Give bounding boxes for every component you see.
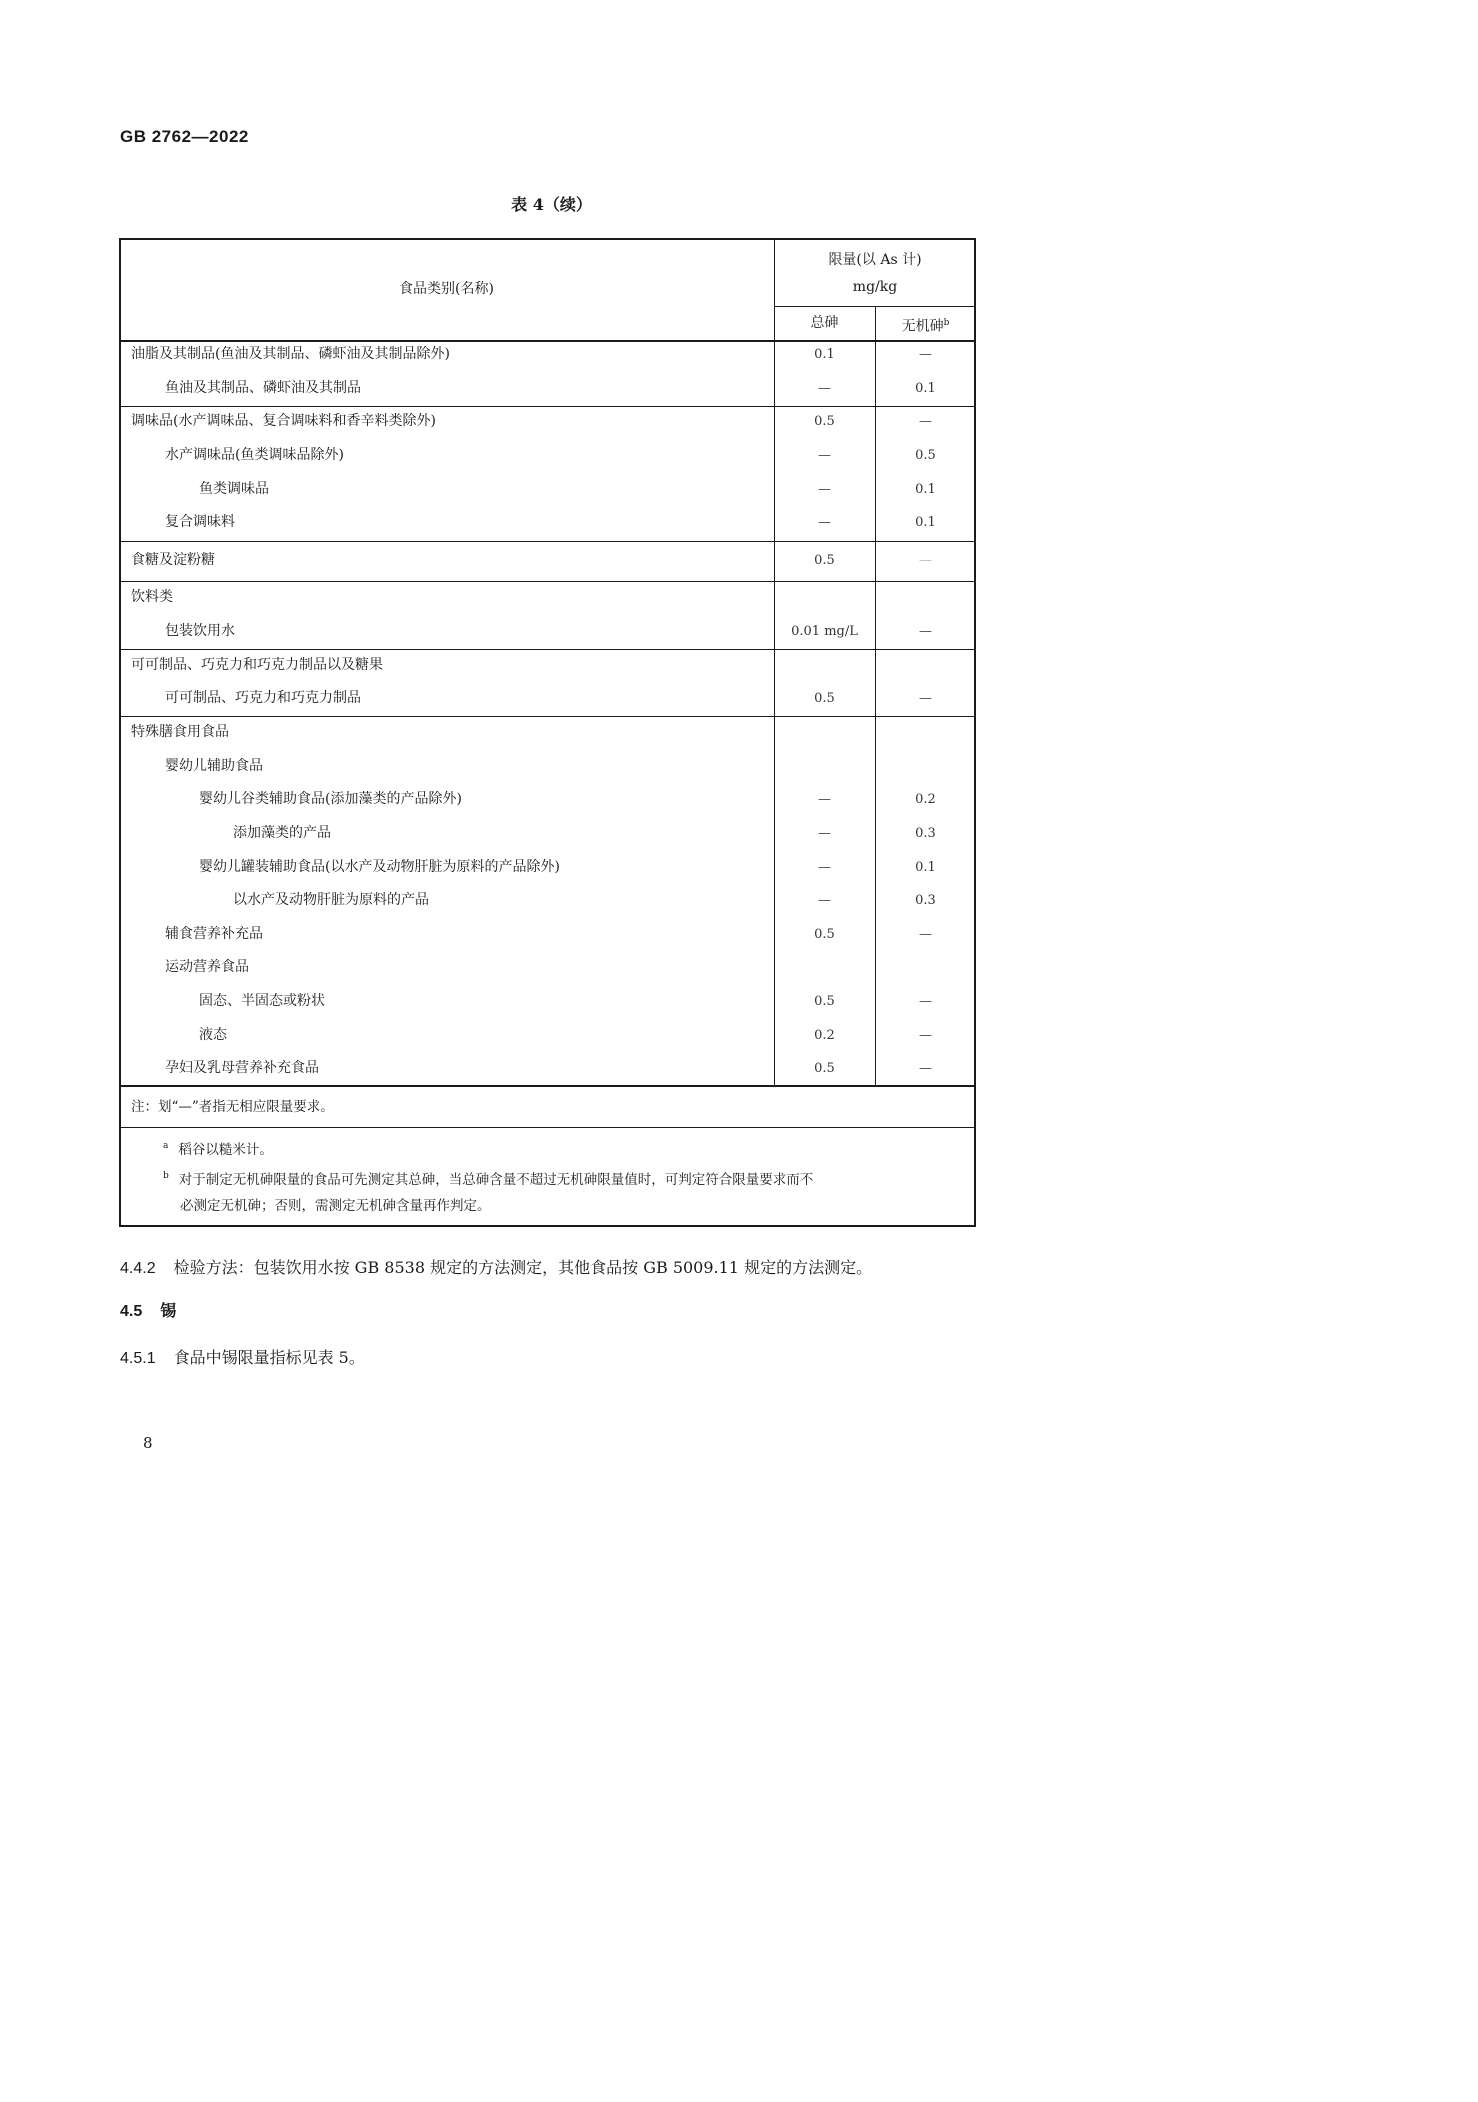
category-name: 饮料类 [131,589,173,605]
limit-unit-header: mg/kg [852,279,898,295]
page-number: 8 [143,1434,153,1452]
category-name: 固态、半固态或粉状 [199,993,325,1009]
category-name: 油脂及其制品(鱼油及其制品、磷虾油及其制品除外) [131,346,450,362]
total-arsenic-value: — [818,860,831,875]
category-name: 食糖及淀粉糖 [131,552,215,568]
category-name: 水产调味品(鱼类调味品除外) [165,447,344,463]
category-name: 可可制品、巧克力和巧克力制品 [165,690,361,706]
inorganic-arsenic-value: — [919,347,932,362]
group-rule [119,649,976,650]
total-arsenic-value: 0.1 [814,347,835,362]
category-name: 可可制品、巧克力和巧克力制品以及糖果 [131,657,383,673]
category-name: 添加藻类的产品 [233,825,331,841]
category-name: 以水产及动物肝脏为原料的产品 [233,892,429,908]
footnote-continuation: 必测定无机砷；否则，需测定无机砷含量再作判定。 [180,1198,491,1214]
category-name: 液态 [199,1027,227,1043]
inorganic-arsenic-value: — [919,1028,932,1043]
category-name: 特殊膳食用食品 [131,724,229,740]
category-name: 运动营养食品 [165,959,249,975]
total-arsenic-value: 0.01 mg/L [791,624,858,639]
category-column-header: 食品类别(名称) [399,281,494,297]
inorganic-arsenic-value: 0.1 [915,482,936,497]
category-name: 包装饮用水 [165,623,235,639]
group-rule [119,581,976,582]
total-arsenic-value: 0.5 [814,1061,835,1076]
total-arsenic-value: — [818,515,831,530]
category-name: 调味品(水产调味品、复合调味料和香辛料类除外) [131,413,436,429]
inorganic-arsenic-value: — [919,994,932,1009]
footnote: $^a$ 稻谷以糙米计。 [163,1141,273,1158]
note-rule [119,1127,976,1128]
inorganic-arsenic-value: — [919,1061,932,1076]
category-name: 辅食营养补充品 [165,926,263,942]
total-arsenic-value: — [818,893,831,908]
inorganic-arsenic-header: 无机砷$^b$ [901,318,950,335]
category-name: 复合调味料 [165,514,235,530]
category-name: 婴幼儿罐装辅助食品(以水产及动物肝脏为原料的产品除外) [199,859,560,875]
inorganic-arsenic-value: — [919,414,932,429]
total-arsenic-value: 0.5 [814,414,835,429]
total-arsenic-value: 0.2 [814,1028,835,1043]
table-note: 注：划“—”者指无相应限量要求。 [131,1099,334,1115]
total-arsenic-value: — [818,482,831,497]
total-arsenic-value: 0.5 [814,691,835,706]
category-name: 鱼油及其制品、磷虾油及其制品 [165,380,361,396]
footnote: $^b$ 对于制定无机砷限量的食品可先测定其总砷，当总砷含量不超过无机砷限量值时，可判定符合限量要求而不 [163,1171,814,1188]
body-bottom-rule [119,1085,976,1087]
inorganic-arsenic-value: — [919,691,932,706]
total-arsenic-value: — [818,792,831,807]
category-name: 孕妇及乳母营养补充食品 [165,1060,319,1076]
inorganic-arsenic-value: — [919,624,932,639]
total-arsenic-value: 0.5 [814,994,835,1009]
total-arsenic-value: 0.5 [814,927,835,942]
group-rule [119,406,976,407]
total-arsenic-header: 总砷 [810,315,839,331]
inorganic-arsenic-value: 0.3 [915,826,936,841]
section-4-4-2: 4.4.2 检验方法：包装饮用水按 GB 8538 规定的方法测定，其他食品按 GB 5009.11 规定的方法测定。 [120,1258,873,1277]
header-bottom-rule [119,340,976,342]
section-4-5-1: 4.5.1 食品中锡限量指标见表 5。 [120,1348,365,1367]
limit-column-header: 限量(以 As 计) [828,252,922,268]
total-arsenic-value: — [818,448,831,463]
total-arsenic-value: 0.5 [814,553,835,568]
inorganic-arsenic-value: 0.3 [915,893,936,908]
inorganic-arsenic-value: 0.5 [915,448,936,463]
inorganic-arsenic-value: — [919,927,932,942]
inorganic-arsenic-value: 0.1 [915,381,936,396]
category-name: 鱼类调味品 [199,481,269,497]
inorganic-arsenic-value: 0.1 [915,515,936,530]
total-arsenic-value: — [818,826,831,841]
inorganic-arsenic-value: 0.2 [915,792,936,807]
total-arsenic-value: — [818,381,831,396]
inorganic-arsenic-value: 0.1 [915,860,936,875]
category-name: 婴幼儿辅助食品 [165,758,263,774]
group-rule [119,716,976,717]
column-divider [774,238,775,1086]
category-name: 婴幼儿谷类辅助食品(添加藻类的产品除外) [199,791,462,807]
standard-code: GB 2762—2022 [120,127,249,146]
inorganic-arsenic-value: — [919,553,932,568]
table-title: 表 4（续） [511,195,592,214]
section-4-5-heading: 4.5 锡 [120,1301,177,1320]
group-rule [119,541,976,542]
